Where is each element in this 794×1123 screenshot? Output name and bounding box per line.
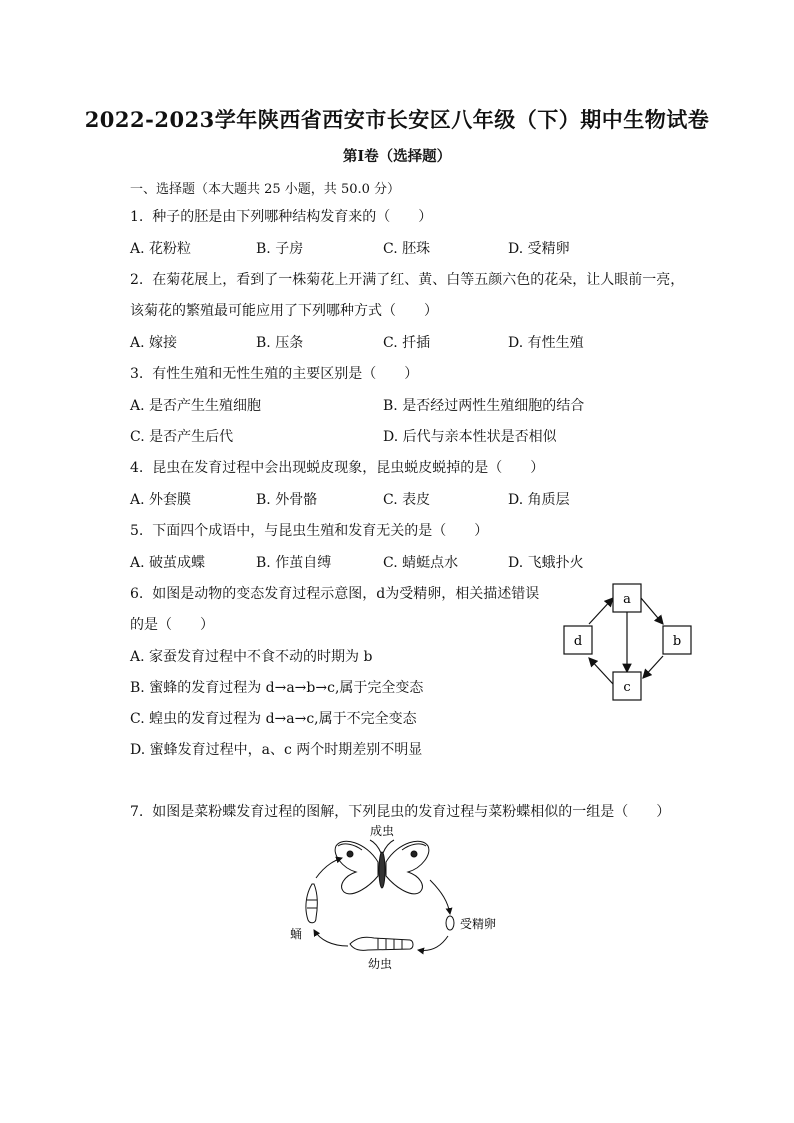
question-stem: 昆虫在发育过程中会出现蜕皮现象，昆虫蜕皮蜕掉的是（ ）: [152, 460, 545, 476]
part-title: 第I卷（选择题）: [342, 148, 452, 165]
caterpillar-icon: [350, 937, 413, 950]
q1-option-b: B. 子房: [256, 241, 304, 257]
question-number: 4.: [130, 460, 144, 476]
arrow-d-to-a: [589, 598, 613, 624]
question-stem: 如图是动物的变态发育过程示意图，d为受精卵，相关描述错误: [152, 586, 540, 602]
q4-option-b: B. 外骨骼: [256, 492, 318, 508]
section-heading: 一、选择题（本大题共 25 小题，共 50.0 分）: [130, 182, 401, 197]
question-6: [130, 583, 539, 603]
q2-option-a: A. 嫁接: [130, 335, 178, 351]
arrow-a-to-b: [641, 598, 663, 624]
question-5: [130, 520, 488, 540]
question-3: [130, 363, 418, 383]
question-number: 1.: [130, 209, 144, 225]
q3-option-a: A. 是否产生生殖细胞: [130, 398, 262, 414]
metamorphosis-cycle-diagram: [555, 578, 700, 708]
node-c: c: [623, 680, 631, 695]
question-number: 3.: [130, 366, 144, 382]
arrow-pupa-to-adult: [316, 858, 342, 878]
q5-option-d: D. 飞蛾扑火: [508, 555, 584, 571]
q2-option-c: C. 扦插: [383, 335, 431, 351]
pupa-icon: [306, 884, 317, 923]
q3-option-d: D. 后代与亲本性状是否相似: [383, 429, 557, 445]
q3-option-b: B. 是否经过两性生殖细胞的结合: [383, 398, 585, 414]
question-7: [130, 801, 670, 821]
question-1: [130, 206, 432, 226]
arrow-c-to-d: [589, 658, 613, 684]
arrow-egg-to-larva: [418, 936, 448, 950]
q6-option-c: C. 蝗虫的发育过程为 d→a→c,属于不完全变态: [130, 711, 417, 727]
arrow-adult-to-egg: [430, 880, 450, 914]
q6-option-d: D. 蜜蜂发育过程中，a、c 两个时期差别不明显: [130, 742, 423, 758]
question-number: 6.: [130, 586, 144, 602]
question-stem: 在菊花展上，看到了一株菊花上开满了红、黄、白等五颜六色的花朵，让人眼前一亮，: [152, 272, 685, 288]
label-egg: 受精卵: [460, 917, 497, 931]
question-4: [130, 457, 544, 477]
q3-option-c: C. 是否产生后代: [130, 429, 234, 445]
arrow-larva-to-pupa: [314, 930, 348, 946]
label-larva: 幼虫: [367, 957, 393, 971]
q5-option-c: C. 蜻蜓点水: [383, 555, 459, 571]
q2-option-d: D. 有性生殖: [508, 335, 584, 351]
node-b: b: [672, 634, 682, 649]
question-number: 7.: [130, 804, 144, 820]
node-a: a: [623, 592, 631, 607]
q6-option-b: B. 蜜蜂的发育过程为 d→a→b→c,属于完全变态: [130, 680, 424, 696]
butterfly-icon: [335, 840, 429, 894]
label-adult: 成虫: [369, 824, 395, 838]
node-d: d: [573, 634, 583, 649]
question-stem: 如图是菜粉蝶发育过程的图解，下列昆虫的发育过程与菜粉蝶相似的一组是（ ）: [152, 804, 671, 820]
q6-option-a: A. 家蚕发育过程中不食不动的时期为 b: [130, 649, 373, 665]
question-number: 2.: [130, 272, 144, 288]
question-2: [130, 269, 684, 289]
q1-option-c: C. 胚珠: [383, 241, 431, 257]
q4-option-a: A. 外套膜: [130, 492, 192, 508]
egg-icon: [446, 916, 454, 930]
question-stem: 种子的胚是由下列哪种结构发育来的（ ）: [152, 209, 433, 225]
q5-option-b: B. 作茧自缚: [256, 555, 332, 571]
question-6-line-2: 的是（ ）: [130, 617, 214, 633]
q1-option-a: A. 花粉粒: [130, 241, 192, 257]
q2-option-b: B. 压条: [256, 335, 304, 351]
q4-option-d: D. 角质层: [508, 492, 570, 508]
q5-option-a: A. 破茧成蝶: [130, 555, 206, 571]
question-stem: 下面四个成语中，与昆虫生殖和发育无关的是（ ）: [152, 523, 489, 539]
q1-option-d: D. 受精卵: [508, 241, 570, 257]
q4-option-c: C. 表皮: [383, 492, 431, 508]
arrow-b-to-c: [643, 656, 663, 678]
question-stem: 有性生殖和无性生殖的主要区别是（ ）: [152, 366, 419, 382]
page-title: 2022-2023学年陕西省西安市长安区八年级（下）期中生物试卷: [84, 107, 710, 132]
label-pupa: 蛹: [290, 927, 303, 941]
question-2-line-2: 该菊花的繁殖最可能应用了下列哪种方式（ ）: [130, 303, 438, 319]
question-number: 5.: [130, 523, 144, 539]
butterfly-life-cycle-diagram: [280, 820, 510, 975]
